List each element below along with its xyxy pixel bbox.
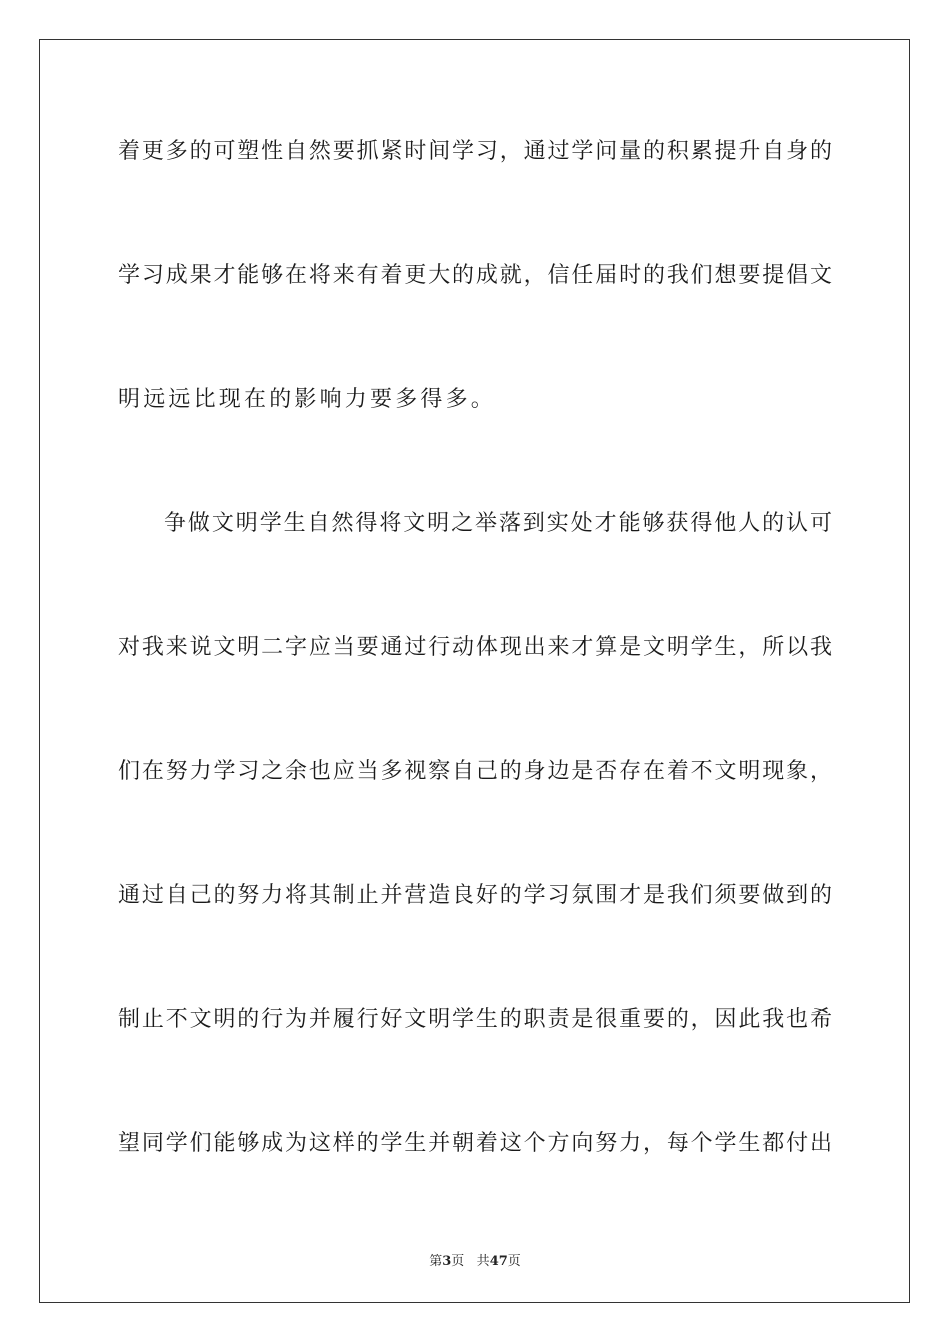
paragraph-line-9: 望同学们能够成为这样的学生并朝着这个方向努力，每个学生都付出 xyxy=(118,1131,832,1156)
page-number: 3 xyxy=(442,1254,452,1269)
total-suffix: 页 xyxy=(507,1254,521,1269)
paragraph-line-6: 们在努力学习之余也应当多视察自己的身边是否存在着不文明现象， xyxy=(118,759,832,784)
paragraph-line-2: 学习成果才能够在将来有着更大的成就，信任届时的我们想要提倡文 xyxy=(118,263,832,288)
page-prefix: 第 xyxy=(429,1254,443,1269)
paragraph-line-4: 争做文明学生自然得将文明之举落到实处才能够获得他人的认可 xyxy=(164,511,832,536)
paragraph-line-1: 着更多的可塑性自然要抓紧时间学习，通过学问量的积累提升自身的 xyxy=(118,139,832,164)
page-suffix: 页 xyxy=(451,1254,465,1269)
paragraph-line-7: 通过自己的努力将其制止并营造良好的学习氛围才是我们须要做到的 xyxy=(118,883,832,908)
total-prefix: 共 xyxy=(476,1254,490,1269)
page-border xyxy=(39,39,910,1303)
paragraph-line-5: 对我来说文明二字应当要通过行动体现出来才算是文明学生，所以我 xyxy=(118,635,832,660)
paragraph-line-8: 制止不文明的行为并履行好文明学生的职责是很重要的，因此我也希 xyxy=(118,1007,832,1032)
page-footer xyxy=(0,1250,950,1269)
total-pages: 47 xyxy=(489,1254,508,1269)
paragraph-line-3: 明远远比现在的影响力要多得多。 xyxy=(118,387,497,412)
